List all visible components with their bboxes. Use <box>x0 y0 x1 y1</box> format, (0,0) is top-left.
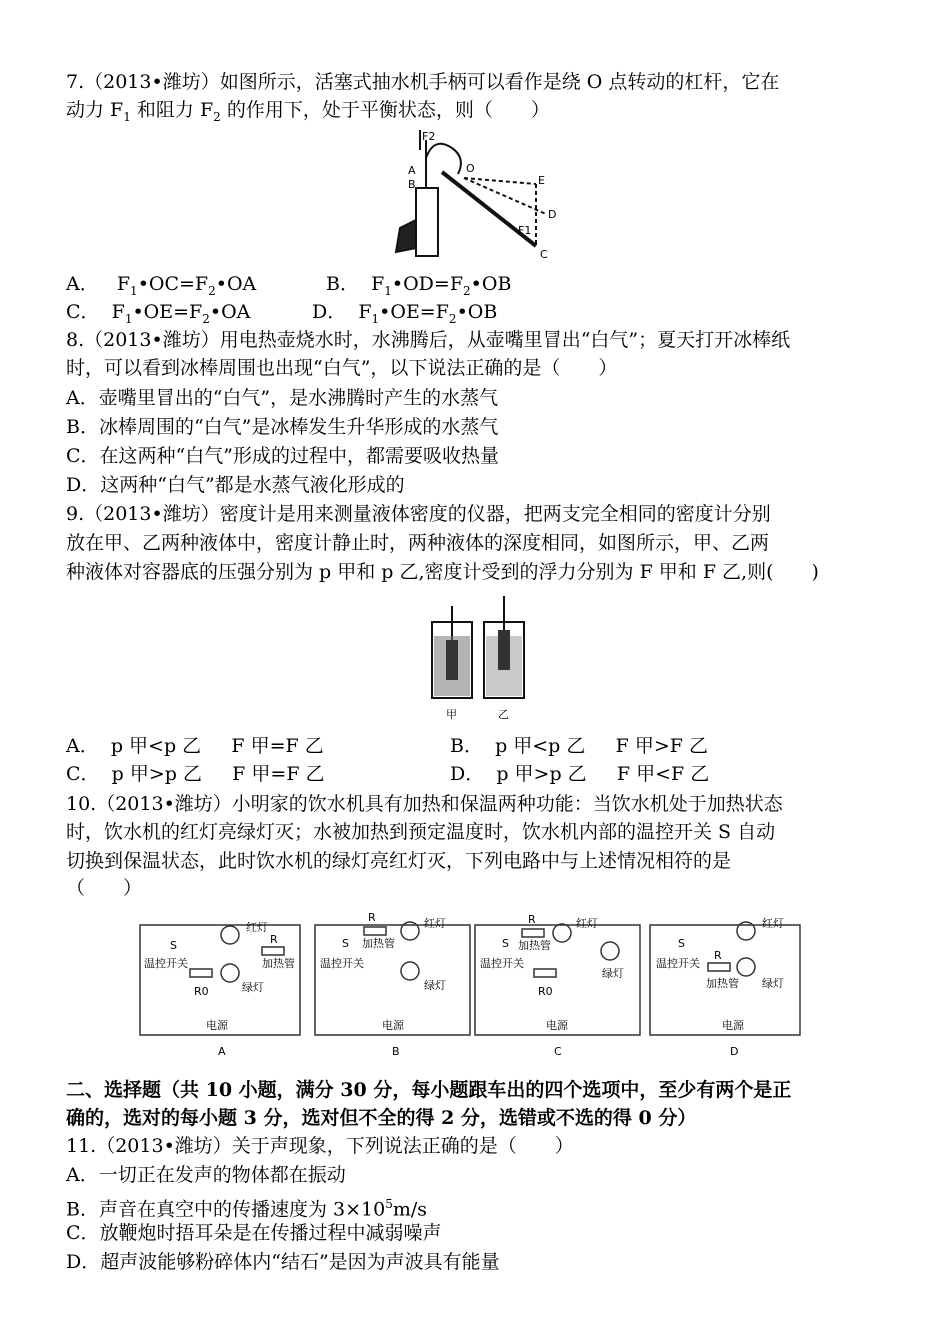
label-e: E <box>538 174 545 187</box>
label-o: O <box>466 162 475 175</box>
section2-heading-line2: 确的，选对的每小题 3 分，选对但不全的得 2 分，选错或不选的得 0 分） <box>66 1107 697 1129</box>
pump-base <box>396 220 416 252</box>
circuit-d-green-lamp <box>737 958 755 976</box>
circuit-b-letter: B <box>392 1045 400 1058</box>
q9-option-a[interactable]: A． p 甲<p 乙 F 甲=F 乙 <box>66 735 324 757</box>
circuit-d-power: 电源 <box>722 1019 744 1032</box>
circuit-b-red: 红灯 <box>424 917 446 930</box>
q7-stem-line2: 动力 $F_1$ 和阻力 $F_2$ 的作用下，处于平衡状态，则（ ） <box>66 99 550 124</box>
q10-circuits-figure <box>130 905 810 1065</box>
circuit-c-heater <box>522 929 544 937</box>
circuit-a-heater-label: 加热管 <box>262 957 295 970</box>
circuit-c-r0-label: R0 <box>538 985 553 998</box>
q11-stem: 11.（2013•潍坊）关于声现象，下列说法正确的是（ ） <box>66 1135 574 1157</box>
circuit-c-s: S <box>502 937 509 950</box>
pump-cylinder <box>416 188 438 256</box>
circuit-c-power: 电源 <box>546 1019 568 1032</box>
circuit-d-heater-label: 加热管 <box>706 977 739 990</box>
q9-stem-line3: 种液体对容器底的压强分别为 p 甲和 p 乙,密度计受到的浮力分别为 F 甲和 F 乙,则( ) <box>66 561 819 583</box>
pump-spout <box>426 144 461 174</box>
q11-option-b[interactable]: B．声音在真空中的传播速度为 $3\times 10^5m/s$ <box>66 1197 428 1221</box>
label-f2: F2 <box>422 130 436 143</box>
circuit-c-red: 红灯 <box>576 917 598 930</box>
q10-stem-line4: （ ） <box>66 877 143 899</box>
circuit-d-switch: 温控开关 <box>656 957 700 970</box>
label-d: D <box>548 208 557 221</box>
circuit-a-switch: 温控开关 <box>144 957 188 970</box>
circuit-b-switch: 温控开关 <box>320 957 364 970</box>
q8-option-a[interactable]: A．壶嘴里冒出的“白气”，是水沸腾时产生的水蒸气 <box>66 387 499 409</box>
section2-heading-line1: 二、选择题（共 10 小题，满分 30 分，每小题跟车出的四个选项中，至少有两个是正 <box>66 1079 792 1101</box>
circuit-c-heater-label: 加热管 <box>518 939 551 952</box>
circuit-a-green: 绿灯 <box>242 981 264 994</box>
circuit-a-letter: A <box>218 1045 226 1058</box>
circuit-b-green-lamp <box>401 962 419 980</box>
circuit-b-heater <box>364 927 386 935</box>
q9-option-d[interactable]: D． p 甲>p 乙 F 甲<F 乙 <box>450 763 710 785</box>
q8-option-d[interactable]: D．这两种“白气”都是水蒸气液化形成的 <box>66 474 405 496</box>
circuit-a-r0-label: R0 <box>194 985 209 998</box>
circuit-c-green: 绿灯 <box>602 967 624 980</box>
circuit-a-heater <box>262 947 284 955</box>
q8-option-c[interactable]: C．在这两种“白气”形成的过程中，都需要吸收热量 <box>66 445 499 467</box>
q9-stem-line2: 放在甲、乙两种液体中，密度计静止时，两种液体的深度相同，如图所示，甲、乙两 <box>66 532 770 554</box>
circuit-d-s: S <box>678 937 685 950</box>
circuit-b-heater-label: 加热管 <box>362 937 395 950</box>
circuit-c-green-lamp <box>601 942 619 960</box>
q7-stem-line1: 7.（2013•潍坊）如图所示，活塞式抽水机手柄可以看作是绕 O 点转动的杠杆，它在 <box>66 71 780 93</box>
q7-option-d[interactable]: D． $F_1•OE=F_2•OB$ <box>312 301 498 326</box>
hydrometer-jia-bulb <box>446 640 458 680</box>
hydrometer-yi-bulb <box>498 630 510 670</box>
circuit-a-red: 红灯 <box>246 921 268 934</box>
label-b: B <box>408 178 416 191</box>
label-c: C <box>540 248 548 261</box>
circuit-d-letter: D <box>730 1045 739 1058</box>
q8-stem-line1: 8.（2013•潍坊）用电热壶烧水时，水沸腾后，从壶嘴里冒出“白气”；夏天打开冰棒纸 <box>66 329 791 351</box>
circuit-d-r: R <box>714 949 722 962</box>
label-a: A <box>408 164 416 177</box>
q9-stem-line1: 9.（2013•潍坊）密度计是用来测量液体密度的仪器，把两支完全相同的密度计分别 <box>66 503 771 525</box>
circuit-b-power: 电源 <box>382 1019 404 1032</box>
q11-option-a[interactable]: A．一切正在发声的物体都在振动 <box>66 1164 346 1186</box>
circuit-a-r: R <box>270 933 278 946</box>
q8-option-b[interactable]: B．冰棒周围的“白气”是冰棒发生升华形成的水蒸气 <box>66 416 499 438</box>
q11-option-d[interactable]: D．超声波能够粉碎体内“结石”是因为声波具有能量 <box>66 1251 500 1273</box>
q7-pump-figure <box>386 128 566 262</box>
q10-stem-line1: 10.（2013•潍坊）小明家的饮水机具有加热和保温两种功能：当饮水机处于加热状态 <box>66 793 783 815</box>
circuit-b-r: R <box>368 911 376 924</box>
circuit-c-letter: C <box>554 1045 562 1058</box>
circuit-b-s: S <box>342 937 349 950</box>
circuit-a-power: 电源 <box>206 1019 228 1032</box>
line-od <box>464 178 546 214</box>
q8-stem-line2: 时，可以看到冰棒周围也出现“白气”，以下说法正确的是（ ） <box>66 357 618 379</box>
circuit-c-switch: 温控开关 <box>480 957 524 970</box>
q9-hydrometer-figure <box>420 592 540 724</box>
circuit-c-r0 <box>534 969 556 977</box>
q9-option-b[interactable]: B． p 甲<p 乙 F 甲>F 乙 <box>450 735 708 757</box>
label-jia: 甲 <box>446 708 457 721</box>
circuit-a-s: S <box>170 939 177 952</box>
circuit-d-red: 红灯 <box>762 917 784 930</box>
q7-option-c[interactable]: C． $F_1•OE=F_2•OA$ <box>66 301 251 326</box>
line-oe <box>464 178 536 184</box>
q11-option-c[interactable]: C．放鞭炮时捂耳朵是在传播过程中减弱噪声 <box>66 1222 442 1244</box>
q9-option-c[interactable]: C． p 甲>p 乙 F 甲=F 乙 <box>66 763 325 785</box>
q10-stem-line2: 时，饮水机的红灯亮绿灯灭；水被加热到预定温度时，饮水机内部的温控开关 S 自动 <box>66 821 776 843</box>
circuit-c-red-lamp <box>553 924 571 942</box>
circuit-a-green-lamp <box>221 964 239 982</box>
circuit-b-green: 绿灯 <box>424 979 446 992</box>
circuit-d-green: 绿灯 <box>762 977 784 990</box>
circuit-a-red-lamp <box>221 926 239 944</box>
circuit-a-r0 <box>190 969 212 977</box>
circuit-d-heater <box>708 963 730 971</box>
q10-stem-line3: 切换到保温状态，此时饮水机的绿灯亮红灯灭，下列电路中与上述情况相符的是 <box>66 850 732 872</box>
q7-option-a[interactable]: A． $F_1•OC=F_2•OA$ <box>66 273 257 298</box>
circuit-c-r: R <box>528 913 536 926</box>
label-f1: F1 <box>518 224 532 237</box>
label-yi: 乙 <box>498 708 509 721</box>
q7-option-b[interactable]: B． $F_1•OD=F_2•OB$ <box>326 273 512 298</box>
